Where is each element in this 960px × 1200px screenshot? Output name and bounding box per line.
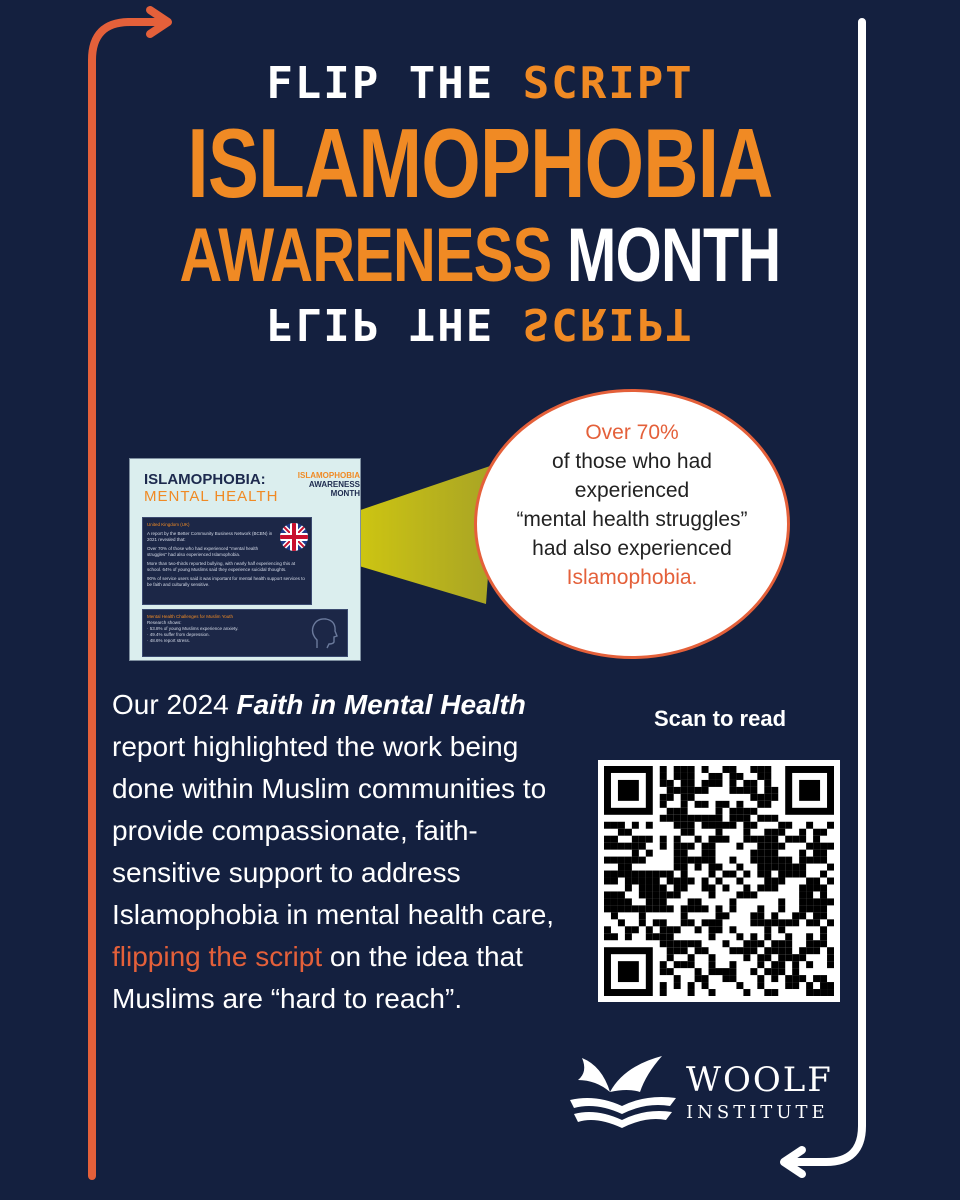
callout-line1: of those who had xyxy=(552,450,712,473)
uk-flag-icon xyxy=(280,523,308,551)
thumbnail-panel2-b3: · 48.6% report stress. xyxy=(147,638,191,643)
stat-callout-circle xyxy=(474,389,790,659)
thumbnail-p1: A report by the Better Community Business Network (BCBN) in 2021 revealed that: xyxy=(147,531,273,542)
thumbnail-p3: More than two-thirds reported bullying, with nearly half experiencing this at school. 64% of young Muslims said they experience suicidal thoughts. xyxy=(147,561,296,572)
flip-the-text-mirrored: FLIP THE xyxy=(266,298,523,349)
thumbnail-panel2-b1: · 53.8% of young Muslims experience anxiety. xyxy=(147,626,239,631)
thumbnail-subtitle: MENTAL HEALTH xyxy=(144,488,279,505)
para-lead: Our 2024 xyxy=(112,689,237,720)
title-awareness: AWARENESS xyxy=(179,213,568,298)
para-tail: on the idea that Muslims are “hard to reach”. xyxy=(112,941,523,1014)
para-highlight: flipping the script xyxy=(112,941,323,972)
woolf-book-logo-icon xyxy=(566,1052,684,1134)
thumbnail-panel-youth xyxy=(142,609,348,657)
title-month: MONTH xyxy=(567,213,781,298)
callout-line4: had also experienced xyxy=(532,537,732,560)
institute-logo-text: INSTITUTE xyxy=(686,1102,829,1123)
thumbnail-region: United Kingdom (UK) xyxy=(147,522,190,527)
title-islamophobia: ISLAMOPHOBIA xyxy=(187,108,773,218)
callout-stat: Over 70% xyxy=(585,421,679,444)
script-text-mirrored: SCRIPT xyxy=(522,298,694,349)
script-text: SCRIPT xyxy=(522,58,694,109)
thumbnail-title-main: ISLAMOPHOBIA: xyxy=(144,471,266,488)
thumbnail-p2: Over 70% of those who had experienced "mental health struggles" had also experienced Islamophobia. xyxy=(147,546,259,557)
para-mid: report highlighted the work being done within Muslim communities to provide compassionate, faith-sensitive support to address Islamophobia in mental health care, xyxy=(112,731,555,930)
qr-code[interactable] xyxy=(604,766,834,996)
thumbnail-logo xyxy=(290,471,360,498)
callout-text xyxy=(477,418,787,592)
flip-the-text: FLIP THE xyxy=(266,58,523,109)
thumbnail-logo-line1: ISLAMOPHOBIA xyxy=(297,471,360,480)
thumbnail-p4: 90% of service users said it was important for mental health support services to be faith and culturally sensitive. xyxy=(147,576,305,587)
head-outline-icon xyxy=(309,616,339,650)
callout-line3: “mental health struggles” xyxy=(516,508,748,531)
thumbnail-panel2-b2: · 49.4% suffer from depression. xyxy=(147,632,210,637)
thumbnail-panel2-title: Mental Health Challenges for Muslim Youth xyxy=(147,614,234,619)
callout-highlight: Islamophobia. xyxy=(566,566,698,589)
report-description xyxy=(112,684,582,1020)
woolf-logo-text: WOOLF xyxy=(686,1060,833,1100)
scan-to-read-label: Scan to read xyxy=(653,706,787,731)
report-title: Faith in Mental Health xyxy=(236,689,526,720)
report-thumbnail xyxy=(129,458,361,661)
thumbnail-panel2-p: Research shows: xyxy=(147,620,182,625)
callout-line2: experienced xyxy=(574,479,690,502)
thumbnail-logo-line2: AWARENESS MONTH xyxy=(308,480,360,498)
thumbnail-title xyxy=(144,471,278,505)
